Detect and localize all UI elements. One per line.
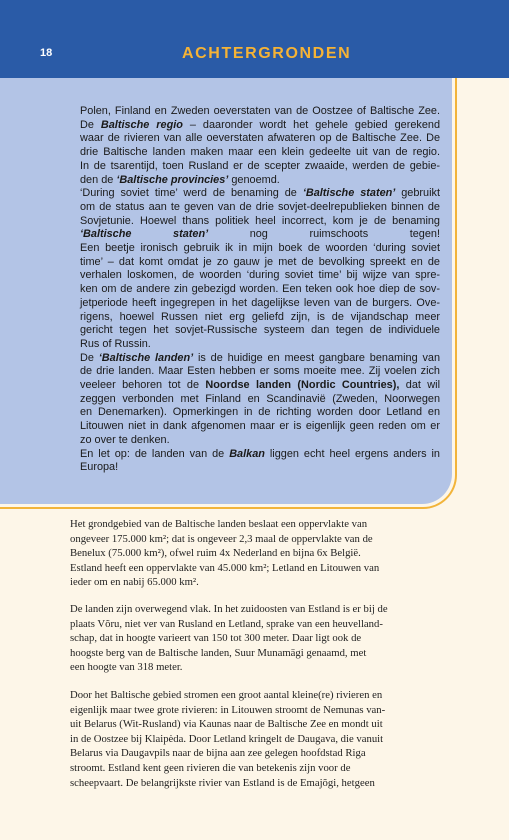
box-text-line <box>80 461 440 475</box>
box-text-segment: dat wil <box>399 379 440 392</box>
body-text-line: plaats Võru, niet ver van Rusland en Letland, sprake van een heuvelland- <box>70 617 383 630</box>
box-text-emphasis: ‘Baltische landen’ <box>98 351 194 364</box>
body-text-line: Belarus via Daugavpils naar de bijna aan zee gelegen hoofdstad Riga <box>70 747 366 760</box>
box-text-line <box>80 311 440 325</box>
box-text-emphasis: ‘Baltische staten’ <box>80 228 209 241</box>
box-text-segment: nog ruimschoots tegen! <box>208 228 440 241</box>
box-text-line <box>80 338 440 352</box>
box-text-segment: veeleer behoren tot de <box>80 379 206 392</box>
box-text-line <box>80 174 440 188</box>
box-text-segment: waar de rivieren van alle oeverstaten afwateren op de Baltische Zee. De <box>80 132 440 145</box>
box-text-segment: Rus of Russin. <box>80 337 151 350</box>
box-text-segment: genoemd. <box>228 173 280 186</box>
body-text-line: ieder om en nabij 65.000 km². <box>70 576 199 589</box>
body-text-line: schap, dat in hoogte varieert van 150 tot 300 meter. Daar ligt ook de <box>70 632 362 645</box>
box-text-line <box>80 434 440 448</box>
info-box-text <box>80 105 440 475</box>
body-text-line: Het grondgebied van de Baltische landen beslaat een oppervlakte van <box>70 518 368 530</box>
body-paragraph-relief <box>70 602 454 675</box>
box-text-line <box>80 448 440 462</box>
box-text-segment: – daaronder wordt het gehele gebied gerekend <box>182 118 441 131</box>
box-text-segment: En let op: de landen van de <box>80 447 230 460</box>
body-text-line: hoogste berg van de Baltische landen, Suur Munamägi genaamd, met <box>70 646 367 659</box>
box-text-line <box>80 365 440 379</box>
box-text-emphasis: Noordse landen (Nordic Countries), <box>205 379 400 392</box>
body-text-line: uit Belarus (Wit-Rusland) via Kaunas naar de Baltische Zee en mondt uit <box>70 718 383 731</box>
box-text-segment: is de huidige en meest gangbare benaming van <box>193 351 441 364</box>
box-text-segment: De <box>80 351 99 364</box>
box-text-segment: gebruikt <box>395 187 440 200</box>
box-text-segment: Sovjetunie. Hoewel thans politiek heel incorrect, kom je de benaming <box>80 214 440 227</box>
box-text-emphasis: ‘Baltische provincies’ <box>116 173 229 186</box>
box-text-segment: ken om de andere zin gebezigd worden. Een teken ook hoe diep de sov- <box>80 283 440 296</box>
box-text-segment: drie Baltische landen maken maar een klein gedeelte uit van de regio. <box>80 146 440 159</box>
box-text-line <box>80 324 440 338</box>
box-text-segment: gericht tegen het sovjet-Russische systeem dan tegen de individuele <box>80 324 440 337</box>
body-text-line: stroomt. Estland kent geen rivieren die van betekenis zijn voor de <box>70 761 351 774</box>
box-text-segment: time’ – dat komt omdat je zo gauw je met de bevolking spreekt en de <box>80 255 440 268</box>
box-text-line <box>80 132 440 146</box>
body-text-line: ongeveer 175.000 km²; dat is ongeveer 2,3 maal de oppervlakte van de <box>70 532 373 545</box>
page-number: 18 <box>40 47 53 59</box>
box-text-line <box>80 228 440 242</box>
box-text-segment: jetperiode heeft ingegrepen in het dagelijkse leven van de burgers. Ove- <box>80 296 440 309</box>
body-text-line: eigenlijk maar twee grote rivieren: in Litouwen stroomt de Nemunas van- <box>70 703 386 716</box>
box-text-segment: de drie landen. Maar Esten hebben er soms moeite mee. Zij voelen zich <box>80 365 440 378</box>
body-paragraph-rivers <box>70 688 454 790</box>
box-text-line <box>80 269 440 283</box>
box-text-segment: Litouwen niet in dank afgenomen maar er is eigenlijk geen reden om er <box>80 420 440 433</box>
box-text-line <box>80 283 440 297</box>
body-text-line: een hoogte van 318 meter. <box>70 661 183 674</box>
box-text-segment: den de <box>80 173 117 186</box>
box-text-line <box>80 242 440 256</box>
box-text-segment: In de tsarentijd, toen Rusland er de scepter zwaaide, werden de gebie- <box>80 159 440 172</box>
box-text-line <box>80 256 440 270</box>
box-text-segment: en Denemarken). Opmerkingen in de richting worden door Letland en <box>80 406 440 419</box>
box-text-segment: rigens, hoewel Russen niet erg geliefd zijn, is de vijandschap meer <box>80 310 440 323</box>
box-text-segment: verhalen loskomen, de woorden ‘during soviet time’ bij wijze van spre- <box>80 269 440 282</box>
box-text-segment: Polen, Finland en Zweden oeverstaten van de Oostzee of Baltische Zee. <box>80 105 440 117</box>
box-text-line <box>80 105 440 119</box>
section-title: ACHTERGRONDEN <box>182 45 352 62</box>
box-text-segment: liggen echt heel ergens anders in <box>264 447 440 460</box>
box-text-segment: ‘During soviet time’ werd de benaming de <box>80 187 303 200</box>
box-text-line <box>80 160 440 174</box>
body-text-line: Benelux (75.000 km²), ofwel ruim 4x Nederland en bijna 6x België. <box>70 547 361 560</box>
box-text-line <box>80 119 440 133</box>
box-text-line <box>80 379 440 393</box>
body-text-line: Estland heeft een oppervlakte van 45.000 km²; Letland en Litouwen van <box>70 561 380 574</box>
box-text-segment: zeggen verbonden met Finland en Scandinavië (Zweden, Noorwegen <box>80 392 440 405</box>
box-text-line <box>80 352 440 366</box>
page-header <box>0 0 509 78</box>
box-text-emphasis: ‘Baltische staten’ <box>302 187 396 200</box>
box-text-segment: De <box>80 118 101 131</box>
box-text-segment: zo over te denken. <box>80 433 170 446</box>
box-text-segment: om de status aan te geven van de drie sovjet-deelrepublieken binnen de <box>80 200 440 213</box>
box-text-emphasis: Balkan <box>229 447 265 460</box>
box-text-segment: Een beetje ironisch gebruik ik in mijn boek de woorden ‘during soviet <box>80 242 440 255</box>
body-text-line: in de Oostzee bij Klaipėda. Door Letland kringelt de Daugava, die vanuit <box>70 732 384 745</box>
box-text-line <box>80 406 440 420</box>
box-text-line <box>80 215 440 229</box>
box-text-segment: Europa! <box>80 461 119 474</box>
box-text-line <box>80 393 440 407</box>
body-text-line: De landen zijn overwegend vlak. In het zuidoosten van Estland is er bij de <box>70 603 388 615</box>
box-text-line <box>80 420 440 434</box>
body-text-line: scheepvaart. De belangrijkste rivier van Estland is de Emajõgi, hetgeen <box>70 776 375 789</box>
box-text-line <box>80 187 440 201</box>
body-paragraph-area <box>70 517 454 590</box>
box-text-line <box>80 146 440 160</box>
box-text-line <box>80 297 440 311</box>
box-text-emphasis: Baltische regio <box>100 118 183 131</box>
box-text-line <box>80 201 440 215</box>
body-text-line: Door het Baltische gebied stromen een groot aantal kleine(re) rivieren en <box>70 689 383 701</box>
